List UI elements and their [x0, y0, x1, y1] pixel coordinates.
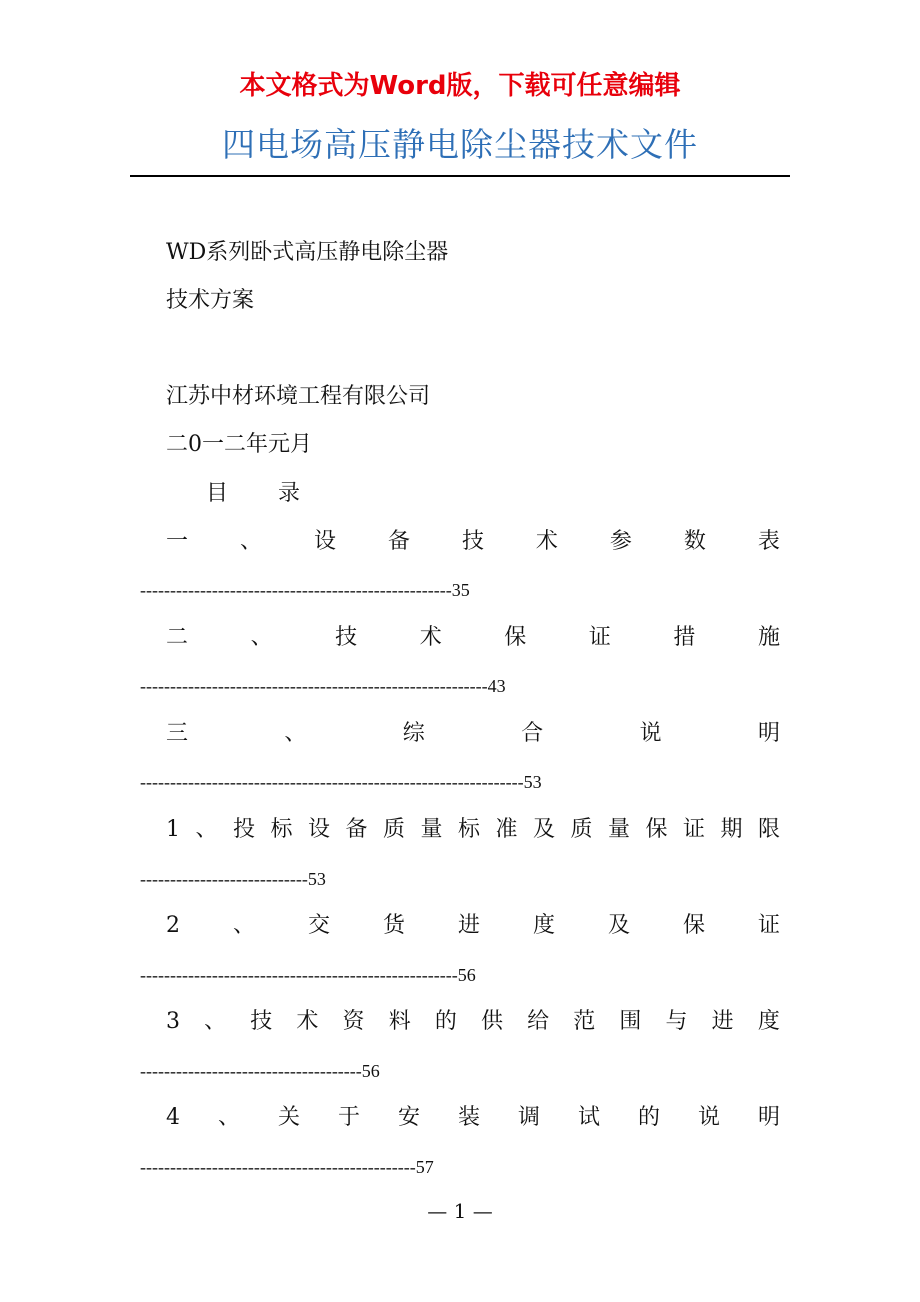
toc-leader-dots: ----------------------------------------------------- [140, 965, 458, 985]
toc-entry-char: 证 [682, 817, 705, 842]
toc-entry-char: 标 [457, 817, 480, 842]
toc-entry-char: 装 [457, 1105, 480, 1130]
toc-entry-leader [140, 577, 470, 603]
toc-entry-char: 关 [277, 1105, 300, 1130]
toc-entry-char: 参 [609, 529, 632, 554]
page-number: — 1 — [427, 1199, 493, 1223]
toc-entry-char: 说 [639, 721, 662, 746]
toc-entry-char: 明 [757, 1105, 780, 1130]
toc-entry-char: 、 [284, 721, 307, 746]
toc-entry-char: 、 [217, 1105, 240, 1130]
toc-entry-char: 质 [382, 817, 405, 842]
toc-entry-char: 调 [517, 1105, 540, 1130]
toc-entry-char: 量 [420, 817, 443, 842]
document-title: 四电场高压静电除尘器技术文件 [222, 125, 698, 164]
toc-leader-dots: ---------------------------------------------- [140, 1157, 416, 1177]
toc-leader-dots: ---------------------------------------------------- [140, 580, 452, 600]
toc-entry-char: 质 [570, 817, 593, 842]
toc-title [206, 478, 300, 510]
toc-leader-dots: ---------------------------------------------------------------- [140, 772, 524, 792]
toc-entry-char: 交 [307, 913, 330, 938]
toc-entry-char: 数 [683, 529, 706, 554]
toc-entry-char: 给 [527, 1009, 550, 1034]
toc-entry-char: 技 [250, 1009, 273, 1034]
toc-entry-char: 1 [166, 817, 180, 842]
toc-entry-char: 料 [388, 1009, 411, 1034]
toc-leader-dots: ------------------------------------- [140, 1061, 362, 1081]
toc-entry-char: 货 [382, 913, 405, 938]
toc-leader-dots: ---------------------------------------------------------- [140, 676, 488, 696]
toc-entry-char: 证 [588, 625, 611, 650]
toc-entry-char: 的 [637, 1105, 660, 1130]
title-divider [130, 175, 790, 177]
toc-entry-char: 期 [720, 817, 743, 842]
toc-entry-char: 措 [673, 625, 696, 650]
toc-entry-leader [140, 1058, 380, 1084]
toc-entry-char: 供 [480, 1009, 503, 1034]
toc-entry-char: 保 [682, 913, 705, 938]
toc-page-number[interactable]: 35 [451, 580, 470, 600]
toc-entry-label[interactable] [166, 718, 780, 750]
toc-entry-char: 进 [457, 913, 480, 938]
toc-entry-char: 术 [535, 529, 558, 554]
toc-entry-char: 3 [166, 1009, 180, 1034]
toc-entry-char: 保 [645, 817, 668, 842]
toc-entry-label[interactable] [166, 910, 780, 942]
toc-entry-label[interactable] [166, 526, 780, 558]
toc-page-number[interactable]: 53 [523, 772, 542, 792]
toc-entry-char: 度 [757, 1009, 780, 1034]
toc-entry-leader [140, 1154, 434, 1180]
toc-entry-label[interactable] [166, 1006, 780, 1038]
toc-entry-label[interactable] [166, 1102, 780, 1134]
toc-entry-char: 备 [387, 529, 410, 554]
cover-line-series: WD系列卧式高压静电除尘器 [166, 240, 449, 265]
toc-entry-char: 安 [397, 1105, 420, 1130]
toc-entry-char: 、 [232, 913, 255, 938]
toc-entry-char: 准 [495, 817, 518, 842]
toc-entry-char: 二 [166, 625, 189, 650]
toc-entry-char: 一 [166, 529, 189, 554]
toc-entry-char: 进 [711, 1009, 734, 1034]
toc-title-right: 录 [278, 481, 301, 506]
toc-entry-char: 施 [757, 625, 780, 650]
toc-entry-char: 、 [250, 625, 273, 650]
toc-entry-char: 及 [607, 913, 630, 938]
toc-entry-char: 保 [504, 625, 527, 650]
toc-entry-char: 围 [619, 1009, 642, 1034]
toc-page-number[interactable]: 56 [457, 965, 476, 985]
toc-entry-leader [140, 962, 476, 988]
toc-entry-char: 4 [166, 1105, 180, 1130]
document-date: 二0一二年元月 [166, 432, 312, 457]
toc-title-left: 目 [206, 481, 229, 506]
toc-entry-char: 说 [697, 1105, 720, 1130]
toc-entry-label[interactable] [166, 622, 780, 654]
toc-entry-char: 、 [195, 817, 218, 842]
cover-line-plan: 技术方案 [166, 288, 255, 313]
company-name: 江苏中材环境工程有限公司 [166, 384, 431, 409]
toc-entry-char: 2 [166, 913, 180, 938]
toc-entry-char: 标 [270, 817, 293, 842]
toc-entry-char: 资 [342, 1009, 365, 1034]
toc-entry-char: 、 [204, 1009, 227, 1034]
toc-entry-char: 术 [296, 1009, 319, 1034]
toc-page-number[interactable]: 53 [307, 869, 326, 889]
toc-entry-char: 明 [757, 721, 780, 746]
toc-entry-char: 合 [521, 721, 544, 746]
toc-entry-leader [140, 769, 542, 795]
toc-entry-char: 试 [577, 1105, 600, 1130]
toc-entry-char: 的 [434, 1009, 457, 1034]
toc-entry-char: 及 [532, 817, 555, 842]
toc-entry-char: 技 [461, 529, 484, 554]
format-banner: 本文格式为Word版，下载可任意编辑 [239, 71, 681, 101]
toc-entry-char: 于 [337, 1105, 360, 1130]
toc-entry-char: 限 [757, 817, 780, 842]
toc-entry-char: 投 [232, 817, 255, 842]
toc-entry-char: 术 [419, 625, 442, 650]
toc-entry-char: 范 [573, 1009, 596, 1034]
toc-entry-char: 设 [307, 817, 330, 842]
toc-page-number[interactable]: 43 [487, 676, 506, 696]
toc-entry-label[interactable] [166, 814, 780, 846]
toc-entry-char: 与 [665, 1009, 688, 1034]
toc-page-number[interactable]: 56 [361, 1061, 380, 1081]
toc-entry-char: 表 [757, 529, 780, 554]
toc-entry-leader [140, 673, 506, 699]
toc-entry-char: 度 [532, 913, 555, 938]
toc-entry-char: 技 [335, 625, 358, 650]
toc-leader-dots: ---------------------------- [140, 869, 308, 889]
toc-entry-char: 量 [607, 817, 630, 842]
toc-entry-char: 、 [239, 529, 262, 554]
toc-entry-char: 综 [402, 721, 425, 746]
toc-entry-char: 三 [166, 721, 189, 746]
toc-entry-leader [140, 866, 326, 892]
toc-entry-char: 证 [757, 913, 780, 938]
toc-page-number[interactable]: 57 [415, 1157, 434, 1177]
toc-entry-char: 设 [313, 529, 336, 554]
toc-entry-char: 备 [345, 817, 368, 842]
